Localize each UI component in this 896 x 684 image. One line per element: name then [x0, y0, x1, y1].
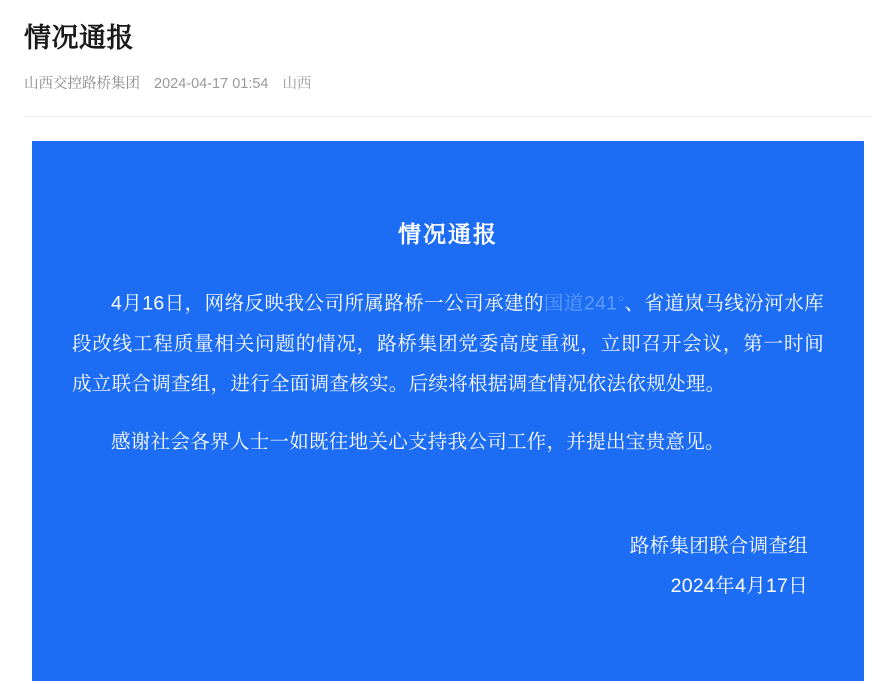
meta-datetime: 2024-04-17 01:54 — [154, 76, 269, 92]
article-header — [0, 0, 896, 117]
poster-paragraph-2: 感谢社会各界人士一如既往地关心支持我公司工作，并提出宝贵意见。 — [111, 430, 725, 453]
signature-signer: 路桥集团联合调查组 — [629, 534, 808, 557]
paragraph-1-pre: 4月16日，网络反映我公司所属路桥一公司承建的 — [111, 292, 544, 315]
poster-paragraph-1 — [72, 279, 824, 404]
meta-source[interactable]: 山西交控路桥集团 — [24, 76, 140, 92]
paragraph-1-post: 、省道岚马线汾河水库段改线工程质量相关问题的情况，路桥集团党委高度重视，立即召开会议，第一时间成立联合调查组，进行全面调查核实。后续将根据调查情况依法依规处理。 — [72, 292, 824, 395]
notice-poster — [32, 141, 864, 681]
poster-container — [0, 117, 896, 681]
article-meta — [24, 74, 872, 94]
poster-signature — [72, 526, 824, 606]
signature-date: 2024年4月17日 — [670, 574, 808, 597]
meta-location: 山西 — [282, 76, 312, 92]
poster-title: 情况通报 — [398, 221, 498, 247]
road-link[interactable]: 国道241 — [543, 292, 618, 315]
link-mark-icon: ○ — [617, 293, 625, 305]
page-title: 情况通报 — [24, 23, 134, 53]
